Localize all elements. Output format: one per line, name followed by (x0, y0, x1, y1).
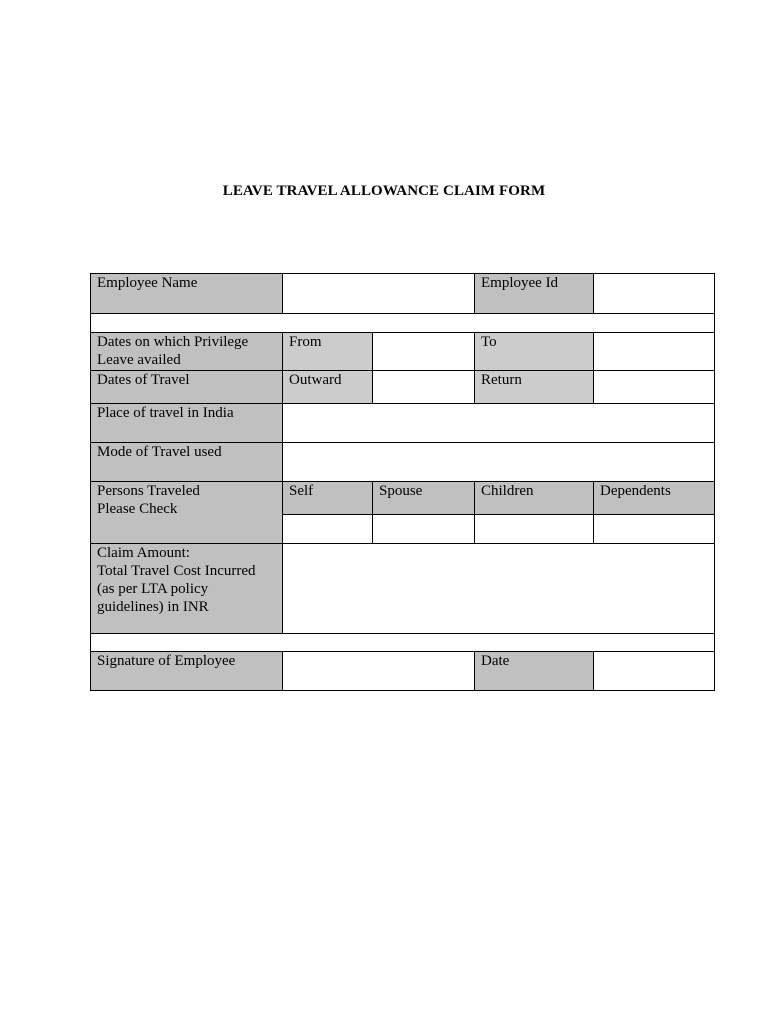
to-label: To (475, 333, 594, 371)
claim-amount-field[interactable] (283, 544, 715, 634)
children-label: Children (475, 482, 594, 515)
outward-date-field[interactable] (373, 371, 475, 404)
row-employee (91, 274, 715, 314)
row-persons-header (91, 482, 715, 515)
row-privilege-leave (91, 333, 715, 371)
row-signature (91, 652, 715, 691)
dependents-check-field[interactable] (594, 515, 715, 544)
employee-id-field[interactable] (594, 274, 715, 314)
outward-label: Outward (283, 371, 373, 404)
dates-of-travel-label: Dates of Travel (91, 371, 283, 404)
row-mode-of-travel (91, 443, 715, 482)
row-dates-of-travel (91, 371, 715, 404)
claim-amount-label: Claim Amount: Total Travel Cost Incurred (as per LTA policy guidelines) in INR (91, 544, 283, 634)
spacer-cell (91, 634, 715, 652)
mode-of-travel-field[interactable] (283, 443, 715, 482)
spouse-check-field[interactable] (373, 515, 475, 544)
spacer-row (91, 314, 715, 333)
spouse-label: Spouse (373, 482, 475, 515)
date-label: Date (475, 652, 594, 691)
employee-id-label: Employee Id (475, 274, 594, 314)
to-date-field[interactable] (594, 333, 715, 371)
place-of-travel-label: Place of travel in India (91, 404, 283, 443)
persons-traveled-label: Persons Traveled Please Check (91, 482, 283, 544)
signature-field[interactable] (283, 652, 475, 691)
signature-label: Signature of Employee (91, 652, 283, 691)
employee-name-field[interactable] (283, 274, 475, 314)
lta-claim-table (90, 273, 715, 691)
self-label: Self (283, 482, 373, 515)
mode-of-travel-label: Mode of Travel used (91, 443, 283, 482)
employee-name-label: Employee Name (91, 274, 283, 314)
dependents-label: Dependents (594, 482, 715, 515)
privilege-leave-label: Dates on which Privilege Leave availed (91, 333, 283, 371)
row-claim-amount (91, 544, 715, 634)
from-date-field[interactable] (373, 333, 475, 371)
return-label: Return (475, 371, 594, 404)
place-of-travel-field[interactable] (283, 404, 715, 443)
from-label: From (283, 333, 373, 371)
spacer-row (91, 634, 715, 652)
page-title: LEAVE TRAVEL ALLOWANCE CLAIM FORM (222, 183, 546, 199)
row-place-of-travel (91, 404, 715, 443)
spacer-cell (91, 314, 715, 333)
date-field[interactable] (594, 652, 715, 691)
self-check-field[interactable] (283, 515, 373, 544)
return-date-field[interactable] (594, 371, 715, 404)
children-check-field[interactable] (475, 515, 594, 544)
